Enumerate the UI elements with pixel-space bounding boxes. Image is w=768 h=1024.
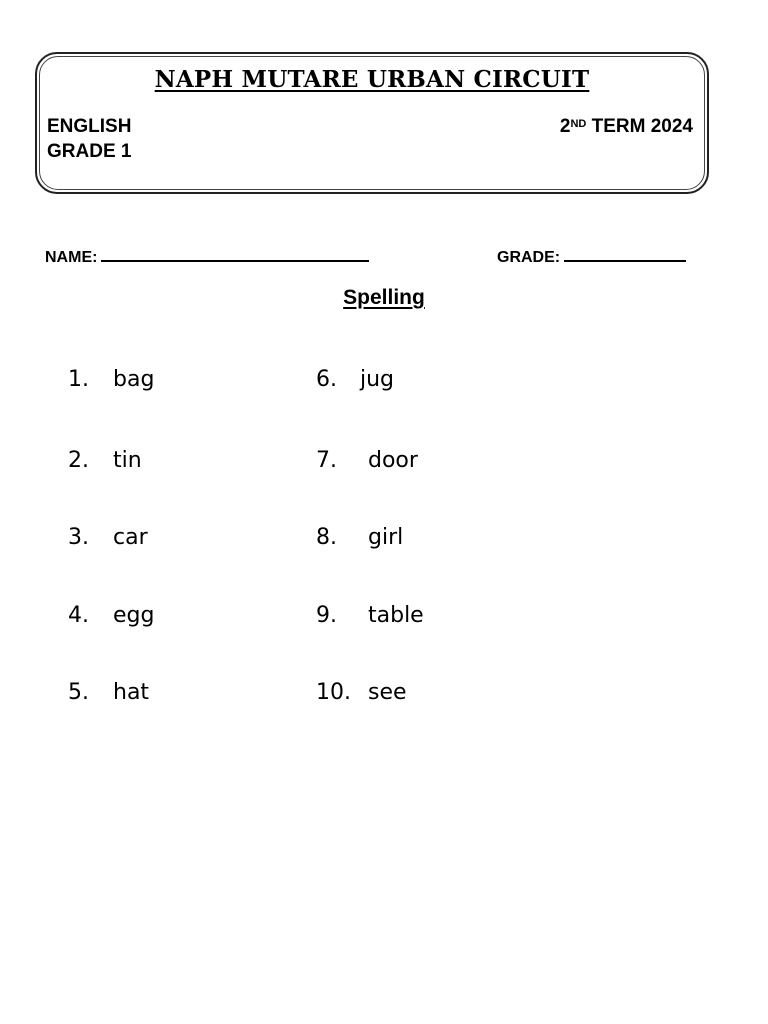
spelling-word: door: [368, 448, 418, 473]
spelling-word: table: [368, 603, 424, 628]
name-label: NAME:: [45, 249, 98, 266]
word-number: 4.: [68, 603, 89, 628]
term-text: TERM 2024: [591, 116, 693, 137]
name-field-row: [45, 246, 369, 267]
word-number: 5.: [68, 680, 89, 705]
circuit-title: NAPH MUTARE URBAN CIRCUIT: [154, 66, 590, 93]
word-number: 10.: [316, 680, 351, 705]
word-number: 1.: [68, 367, 89, 392]
word-number: 9.: [316, 603, 337, 628]
term-label: [560, 114, 693, 139]
spelling-word: girl: [368, 525, 404, 550]
word-number: 6.: [316, 367, 337, 392]
grade-field-row: [497, 246, 686, 267]
spelling-word: egg: [113, 603, 155, 628]
subject-label: ENGLISH: [47, 116, 132, 137]
section-title: Spelling: [343, 286, 425, 309]
subject-block: [47, 114, 131, 164]
spelling-word: bag: [113, 367, 155, 392]
spelling-word: see: [368, 680, 407, 705]
spelling-word: jug: [360, 367, 395, 392]
grade-blank-line[interactable]: [564, 246, 686, 262]
spelling-word: tin: [113, 448, 142, 473]
header-box: [35, 52, 709, 194]
name-blank-line[interactable]: [101, 246, 369, 262]
word-number: 7.: [316, 448, 337, 473]
grade-level-label: GRADE 1: [47, 141, 132, 162]
word-number: 3.: [68, 525, 89, 550]
term-number: 2: [559, 116, 571, 137]
spelling-word: hat: [113, 680, 150, 705]
word-number: 2.: [68, 448, 89, 473]
spelling-word: car: [113, 525, 148, 550]
term-suffix: ND: [570, 118, 587, 130]
word-number: 8.: [316, 525, 337, 550]
grade-label: GRADE:: [497, 249, 561, 266]
